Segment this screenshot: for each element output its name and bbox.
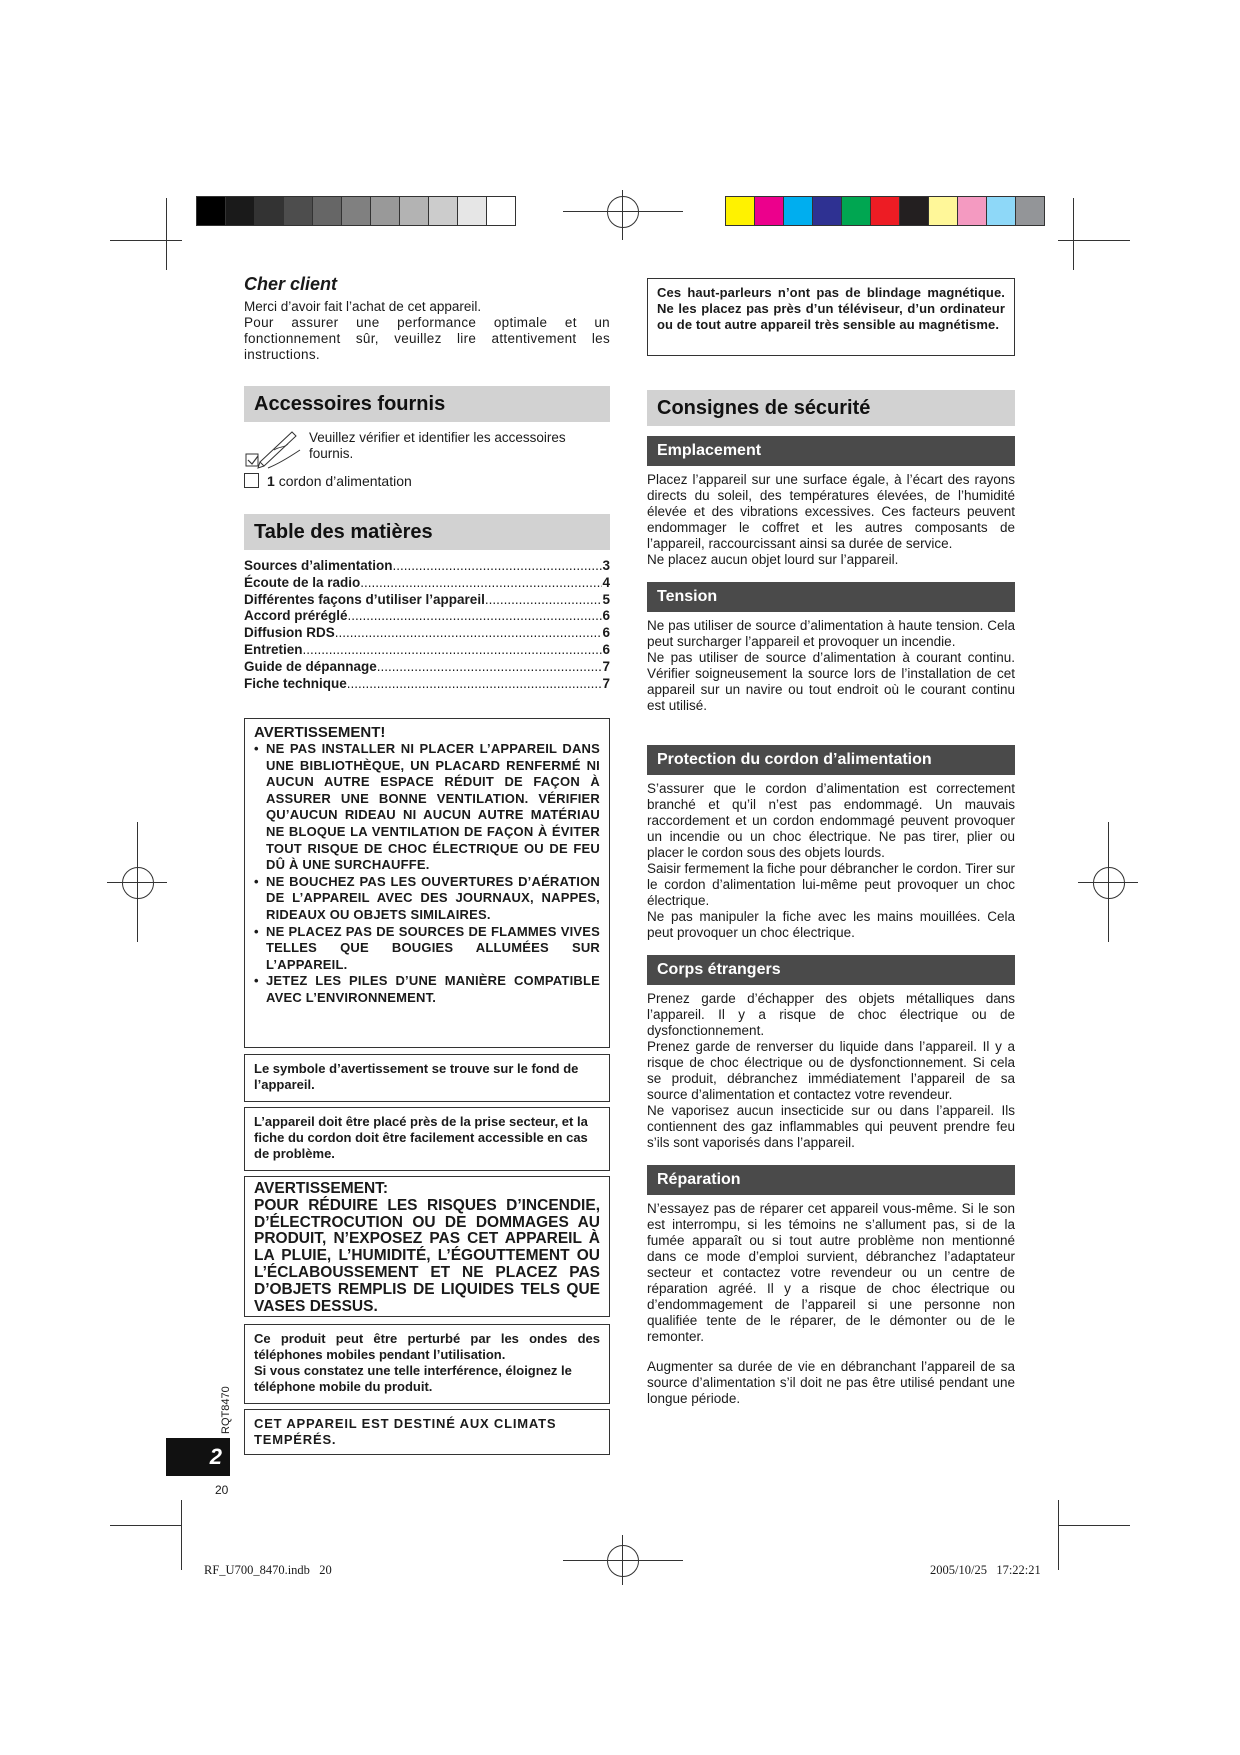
gray-swatch — [458, 197, 487, 225]
toc-entry-page: 7 — [602, 675, 610, 691]
cordon-heading — [647, 745, 1015, 775]
color-swatch — [784, 197, 813, 225]
corps-p1: Prenez garde d’échapper des objets métalliques dans l’appareil. Il y a risque de choc électrique ou de dysfonctionnement. — [647, 991, 1015, 1038]
toc-heading — [244, 514, 610, 550]
gray-swatch — [255, 197, 284, 225]
safety-heading — [647, 390, 1015, 426]
tension-heading — [647, 582, 1015, 612]
cordon-p3: Ne pas manipuler la fiche avec les mains mouillées. Cela peut provoquer un choc électrique. — [647, 909, 1015, 940]
timestamp: 2005/10/25 17:22:21 — [930, 1563, 1041, 1577]
color-swatch — [987, 197, 1016, 225]
climate-notice — [244, 1409, 610, 1455]
color-swatch — [726, 197, 755, 225]
cordon-p2: Saisir fermement la fiche pour débrancher le cordon. Tirer sur le cordon d’alimentation lui-même peut provoquer un choc électrique. — [647, 861, 1015, 908]
toc-entry[interactable] — [244, 676, 610, 693]
toc-entry[interactable] — [244, 575, 610, 592]
accessory-qty: 1 — [267, 473, 275, 489]
color-swatch — [813, 197, 842, 225]
toc-entry[interactable] — [244, 558, 610, 575]
accessory-checkbox[interactable] — [244, 473, 259, 488]
pen-checklist-icon — [244, 428, 302, 472]
cordon-heading-text: Protection du cordon d’alimentation — [657, 751, 932, 768]
emplacement-heading — [647, 436, 1015, 466]
color-swatch — [842, 197, 871, 225]
warning-text-2: POUR RÉDUIRE LES RISQUES D’INCENDIE, D’ÉLECTROCUTION OU DE DOMMAGES AU PRODUIT, N’EXPOSEZ PAS CET APPAREIL À LA PLUIE, L’HUMIDITÉ, L’ÉGOUTTEMENT OU L’ÉCLABOUSSEMENT ET NE PLACEZ PAS D’OBJETS REMPLIS DE LIQUIDES TELS QUE VASES DESSUS. — [254, 1196, 600, 1315]
toc-leader-dots — [360, 575, 602, 592]
toc-entry-title: Différentes façons d’utiliser l’appareil — [244, 591, 485, 607]
table-of-contents — [244, 558, 610, 692]
toc-entry[interactable] — [244, 608, 610, 625]
gray-swatch — [313, 197, 342, 225]
greeting-line2: Pour assurer une performance optimale et un fonctionnement sûr, veuillez lire attentivement les instructions. — [244, 315, 610, 362]
toc-heading-text: Table des matières — [254, 520, 433, 543]
emplacement-p2: Ne placez aucun objet lourd sur l’appareil. — [647, 552, 899, 567]
reparation-text — [647, 1201, 1015, 1407]
greeting-title: Cher client — [244, 274, 338, 294]
greeting-line1: Merci d’avoir fait l’achat de cet appareil. — [244, 299, 482, 314]
emplacement-p1: Placez l’appareil sur une surface égale, à l’écart des rayons directs du soleil, des températures élevées, de l’humidité élevée et des vibrations excessives. Ces facteurs peuvent endommager le coffret et les autres composants de l’appareil, raccourcissant ainsi sa durée de service. — [647, 472, 1015, 551]
reparation-p2: Augmenter sa durée de vie en débranchant l’appareil de sa source d’alimentation s’il doit ne pas être utilisé pendant une longue période. — [647, 1359, 1015, 1406]
warning-item: • JETEZ LES PILES D’UNE MANIÈRE COMPATIBLE AVEC L’ENVIRONNEMENT. — [254, 973, 600, 1006]
page-tab — [166, 1438, 230, 1476]
color-swatch — [755, 197, 784, 225]
toc-entry[interactable] — [244, 592, 610, 609]
toc-entry-title: Fiche technique — [244, 675, 347, 691]
reparation-heading-text: Réparation — [657, 1171, 741, 1188]
toc-entry[interactable] — [244, 642, 610, 659]
color-swatch — [929, 197, 958, 225]
accessories-heading — [244, 386, 610, 422]
warning-item: • NE PLACEZ PAS DE SOURCES DE FLAMMES VIVES TELLES QUE BOUGIES ALLUMÉES SUR L’APPAREIL. — [254, 924, 600, 974]
gray-swatch — [400, 197, 429, 225]
toc-entry-title: Sources d’alimentation — [244, 558, 393, 573]
toc-entry-title: Accord préréglé — [244, 608, 348, 624]
magnet-notice — [647, 278, 1015, 356]
symbol-notice — [244, 1054, 610, 1102]
emplacement-text — [647, 472, 1015, 568]
toc-entry-title: Entretien — [244, 641, 303, 657]
outlet-notice-text: L’appareil doit être placé près de la prise secteur, et la fiche du cordon doit être facilement accessible en cas de problème. — [254, 1114, 588, 1161]
tension-text — [647, 618, 1015, 714]
corps-p2: Prenez garde de renverser du liquide dans l’appareil. Il y a risque de choc électrique ou de dysfonctionnement. Si cela se produit, débranchez immédiatement l’appareil de sa source d’alimentation et contactez votre revendeur. — [647, 1039, 1015, 1102]
toc-entry-page: 3 — [602, 558, 610, 573]
magnet-notice-text: Ces haut-parleurs n’ont pas de blindage magnétique. Ne les placez pas près d’un téléviseur, d’un ordinateur ou de tout autre appareil très sensible au magnétisme. — [657, 285, 1005, 332]
toc-leader-dots — [485, 592, 603, 609]
toc-entry-page: 6 — [602, 625, 610, 641]
accessories-heading-text: Accessoires fournis — [254, 392, 446, 415]
toc-entry-page: 5 — [602, 591, 610, 607]
color-swatch — [871, 197, 900, 225]
toc-entry-page: 6 — [602, 641, 610, 657]
mobile-notice-line2: Si vous constatez une telle interférence, éloignez le téléphone mobile du produit. — [254, 1363, 572, 1394]
color-bar — [725, 196, 1045, 226]
warning-item: • NE BOUCHEZ PAS LES OUVERTURES D’AÉRATION DE L’APPAREIL AVEC DES JOURNAUX, NAPPES, RIDEAUX OU OBJETS SIMILAIRES. — [254, 874, 600, 924]
outlet-notice — [244, 1107, 610, 1171]
cordon-p1: S’assurer que le cordon d’alimentation est correctement branché et qu’il n’est pas endommagé. Un mauvais raccordement et un cordon endommagé peuvent provoquer un incendie ou un choc électrique. Ne pas tirer, plier ou placer le cordon sous des objets lourds. — [647, 781, 1015, 860]
climate-notice-text: CET APPAREIL EST DESTINÉ AUX CLIMATS TEMPÉRÉS. — [254, 1416, 557, 1447]
warning-title-2: AVERTISSEMENT: — [254, 1180, 389, 1197]
reparation-heading — [647, 1165, 1015, 1195]
warning-item: • NE PAS INSTALLER NI PLACER L’APPAREIL DANS UNE BIBLIOTHÈQUE, UN PLACARD RENFERMÉ NI AUCUN AUTRE ESPACE RÉDUIT DE FAÇON À ASSURER UNE BONNE VENTILATION. VÉRIFIER QU’AUCUN RIDEAU NI AUCUN AUTRE MATÉRIAU NE BLOQUE LA VENTILATION DE FAÇON À ÉVITER TOUT RISQUE DE CHOC ÉLECTRIQUE OU DE FEU DÛ À UNE SURCHAUFFE. — [254, 741, 600, 874]
warning-list — [254, 741, 600, 1007]
corps-heading-text: Corps étrangers — [657, 961, 781, 978]
corps-p3: Ne vaporisez aucun insecticide sur ou dans l’appareil. Ils contiennent des gaz inflammables qui peuvent prendre feu s’ils sont vaporisés dans l’appareil. — [647, 1103, 1015, 1150]
page-number: 20 — [215, 1483, 229, 1497]
gray-color-bar — [196, 196, 516, 226]
gray-swatch — [371, 197, 400, 225]
toc-entry-page: 4 — [602, 574, 610, 590]
page-tab-number: 2 — [209, 1444, 222, 1469]
reparation-p1: N’essayez pas de réparer cet appareil vous-même. Si le son est interrompu, si les témoins ne s’allument pas, si de la fumée apparaît ou si tout autre problème non mentionné dans ce mode d’emploi survient, débranchez l’adaptateur secteur et contactez votre revendeur ou un centre de réparation agréé. Il y a risque de choc électrique ou d’endommagement de l’appareil si une personne non qualifiée tente de le réparer, de le démonter ou de le remonter. — [647, 1201, 1015, 1344]
toc-leader-dots — [335, 625, 603, 642]
corps-text — [647, 991, 1015, 1151]
tension-p2: Ne pas utiliser de source d’alimentation à courant continu. Vérifier soigneusement la source lors de l’installation de cet appareil sur un navire ou tout endroit où le courant continu est utilisé. — [647, 650, 1015, 713]
greeting — [244, 274, 610, 363]
accessories-instruction-row — [244, 428, 610, 472]
toc-leader-dots — [303, 642, 603, 659]
toc-entry-page: 6 — [602, 608, 610, 624]
warning-title-1: AVERTISSEMENT! — [254, 724, 386, 741]
gray-swatch — [429, 197, 458, 225]
color-swatch — [1016, 197, 1044, 225]
gray-swatch — [197, 197, 226, 225]
safety-heading-text: Consignes de sécurité — [657, 396, 871, 419]
file-name: RF_U700_8470.indb 20 — [204, 1563, 332, 1577]
accessories-instruction: Veuillez vérifier et identifier les accessoires fournis. — [309, 430, 566, 461]
toc-entry-title: Guide de dépannage — [244, 658, 377, 674]
gray-swatch — [284, 197, 313, 225]
toc-entry[interactable] — [244, 625, 610, 642]
toc-entry[interactable] — [244, 659, 610, 676]
gray-swatch — [226, 197, 255, 225]
toc-entry-title: Écoute de la radio — [244, 574, 361, 590]
warning-box-2 — [244, 1176, 610, 1317]
corps-heading — [647, 955, 1015, 985]
mobile-notice-line1: Ce produit peut être perturbé par les ondes des téléphones mobiles pendant l’utilisation. — [254, 1331, 600, 1362]
model-code: RQT8470 — [220, 1386, 232, 1434]
symbol-notice-text: Le symbole d’avertissement se trouve sur le fond de l’appareil. — [254, 1061, 579, 1092]
color-swatch — [900, 197, 929, 225]
gray-swatch — [342, 197, 371, 225]
toc-leader-dots — [377, 659, 603, 676]
tension-p1: Ne pas utiliser de source d’alimentation à haute tension. Cela peut surcharger l’appareil et provoquer un incendie. — [647, 618, 1015, 649]
emplacement-heading-text: Emplacement — [657, 442, 762, 459]
toc-leader-dots — [347, 676, 603, 693]
toc-entry-page: 7 — [602, 658, 610, 674]
color-swatch — [958, 197, 987, 225]
toc-entry-title: Diffusion RDS — [244, 625, 335, 641]
toc-leader-dots — [348, 608, 603, 625]
accessory-label: cordon d’alimentation — [278, 473, 412, 489]
tension-heading-text: Tension — [657, 588, 718, 605]
cordon-text — [647, 781, 1015, 941]
gray-swatch — [487, 197, 515, 225]
toc-leader-dots — [393, 558, 603, 575]
accessory-item — [244, 473, 610, 489]
warning-box-1 — [244, 718, 610, 1048]
mobile-notice — [244, 1324, 610, 1404]
